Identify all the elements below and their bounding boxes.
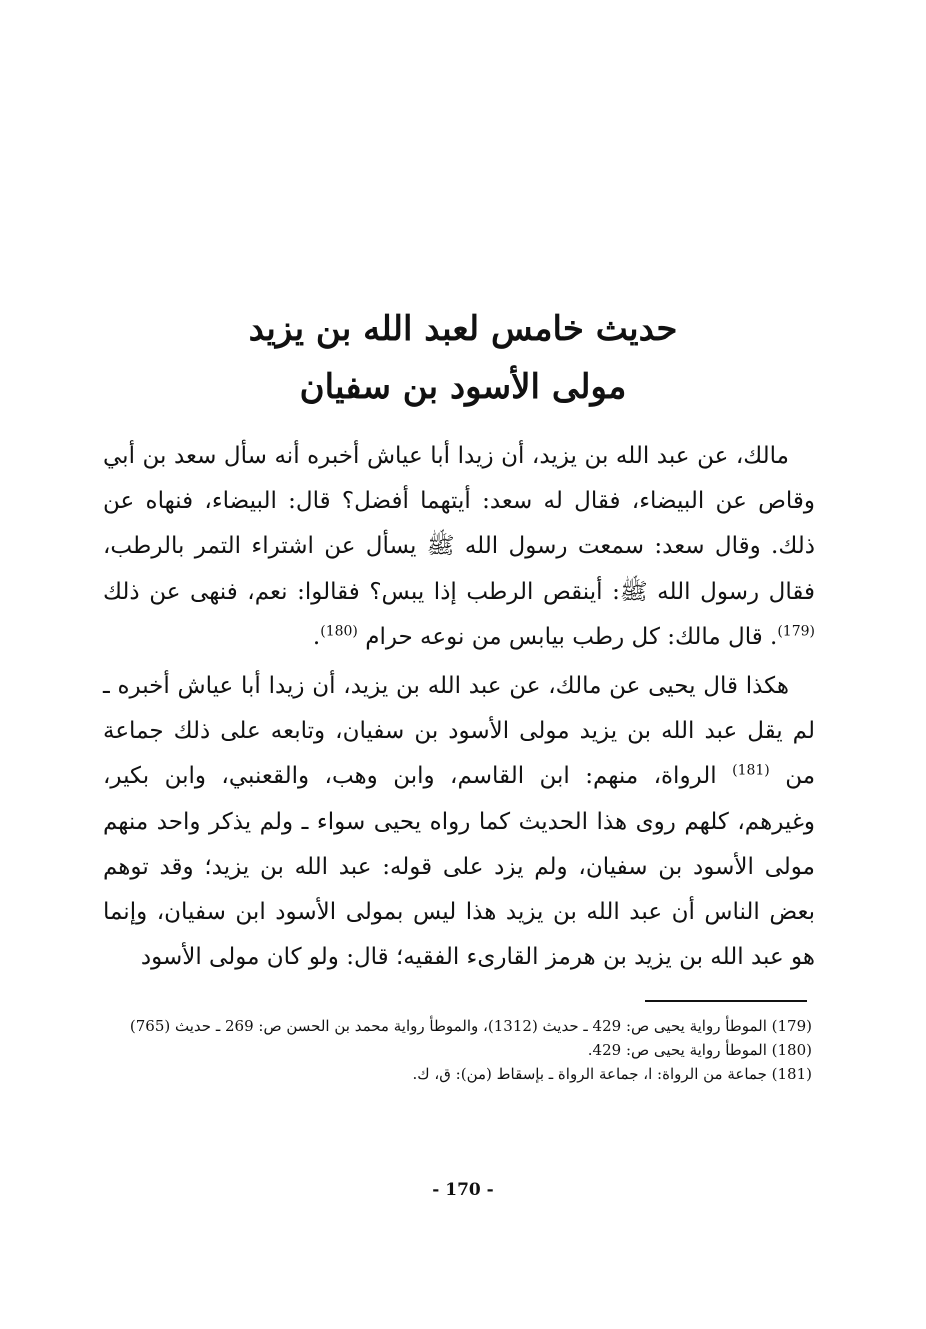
paragraph-1-text-c: . bbox=[312, 623, 321, 650]
footnotes bbox=[98, 1014, 812, 1086]
page-number: - 170 - bbox=[432, 1180, 494, 1200]
paragraph-1-text-b: . قال مالك: كل رطب بيابس من نوعه حرام bbox=[365, 623, 778, 650]
paragraph-2 bbox=[103, 664, 815, 980]
footnote-179: (179) الموطأ رواية يحيى ص: 429 ـ حديث (1312)، والموطأ رواية محمد بن الحسن ص: 269 ـ حديث (765) bbox=[129, 1017, 812, 1035]
footnote-divider bbox=[645, 1000, 807, 1002]
title-line-2: مولى الأسود بن سفيان bbox=[299, 367, 627, 407]
title-line-1: حديث خامس لعبد الله بن يزيد bbox=[248, 309, 678, 349]
chapter-title bbox=[100, 300, 826, 416]
footnote-ref-181[interactable]: (181) bbox=[732, 762, 770, 779]
footnote-181: (181) جماعة من الرواة: ا، جماعة الرواة ـ بإسقاط (من): ق، ك. bbox=[412, 1065, 812, 1083]
paragraph-2-text-b: الرواة، منهم: ابن القاسم، وابن وهب، والقعنبي، وابن بكير، وغيرهم، كلهم روى هذا الحديث كما رواه يحيى سواء ـ ولم يذكر واحد منهم مولى الأسود بن سفيان، ولم يزد على قوله: عبد الله بن يزيد؛ وقد توهم بعض الناس أن عبد الله بن يزيد هذا ليس بمولى الأسود ابن سفيان، وإنما هو عبد الله بن يزيد بن هرمز القارىء الفقيه؛ قال: ولو كان مولى الأسود bbox=[103, 763, 815, 971]
footnote-ref-179[interactable]: (179) bbox=[777, 623, 815, 640]
body-text bbox=[103, 434, 815, 980]
footnote-ref-180[interactable]: (180) bbox=[320, 623, 358, 640]
paragraph-1-text-a: مالك، عن عبد الله بن يزيد، أن زيدا أبا عياش أخبره أنه سأل سعد بن أبي وقاص عن البيضاء، فقال له سعد: أيتهما أفضل؟ قال: البيضاء، فنهاه عن ذلك. وقال سعد: سمعت رسول الله ﷺ يسأل عن اشتراء التمر بالرطب، فقال رسول الله ﷺ: أينقص الرطب إذا يبس؟ فقالوا: نعم، فنهى عن ذلك bbox=[103, 443, 815, 605]
paragraph-2-text-a: هكذا قال يحيى عن مالك، عن عبد الله بن يزيد، أن زيدا أبا عياش أخبره ـ لم يقل عبد الله بن يزيد مولى الأسود بن سفيان، وتابعه على ذلك جماعة من bbox=[103, 673, 816, 790]
paragraph-1 bbox=[103, 434, 815, 660]
footnote-180: (180) الموطأ رواية يحيى ص: 429. bbox=[587, 1041, 812, 1059]
